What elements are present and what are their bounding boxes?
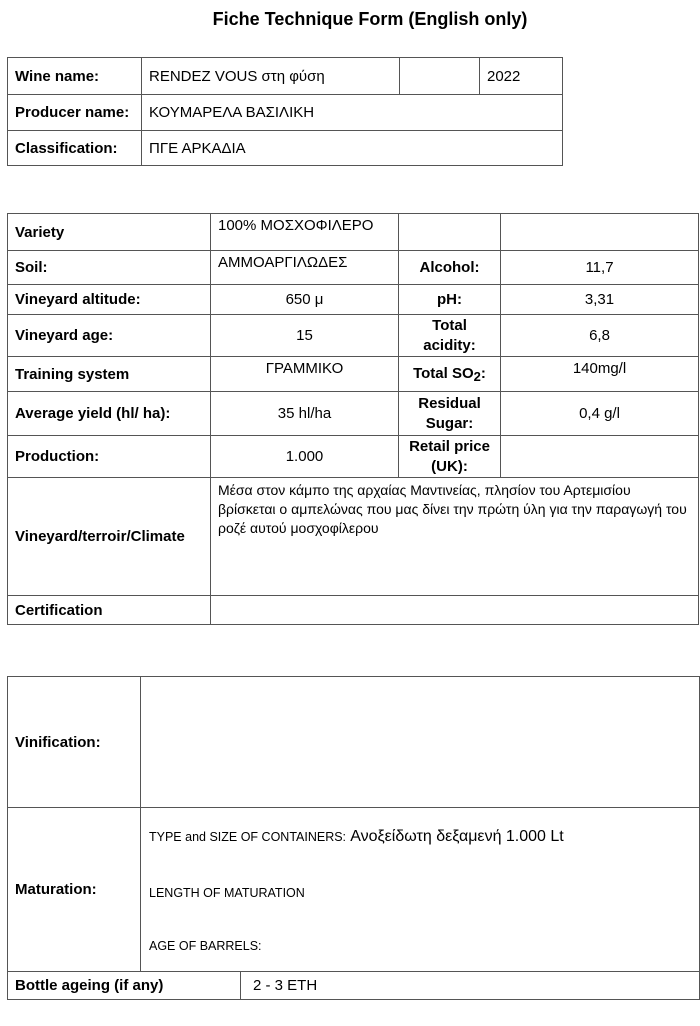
empty-cell: [400, 58, 480, 95]
training-label: Training system: [8, 357, 211, 392]
altitude-value: 650 μ: [211, 285, 399, 315]
alcohol-value: 11,7: [501, 251, 699, 285]
price-label-line-2: (UK):: [431, 457, 468, 475]
vinification-label: Vinification:: [8, 677, 141, 808]
alcohol-label: Alcohol:: [399, 251, 501, 285]
altitude-label: Vineyard altitude:: [8, 285, 211, 315]
training-value: ΓΡΑΜΜΙΚΟ: [211, 357, 399, 392]
so2-label-colon: :: [480, 364, 486, 382]
yield-value: 35 hl/ha: [211, 392, 399, 436]
certification-label: Certification: [8, 596, 211, 625]
so2-label: [399, 357, 501, 392]
price-label: [399, 436, 501, 478]
so2-value: 140mg/l: [501, 357, 699, 392]
certification-value: [211, 596, 699, 625]
production-value: 1.000: [211, 436, 399, 478]
maturation-details: [141, 808, 700, 972]
price-value: [501, 436, 699, 478]
acidity-value: 6,8: [501, 315, 699, 357]
containers-value: Ανοξείδωτη δεξαμενή 1.000 Lt: [350, 828, 564, 845]
acidity-label-line-2: acidity:: [423, 336, 476, 354]
classification-label: Classification:: [8, 131, 142, 166]
wine-header-table: [7, 57, 563, 166]
empty-cell: [501, 214, 699, 251]
producer-value: ΚΟΥΜΑΡΕΛΑ ΒΑΣΙΛΙΚΗ: [142, 95, 563, 131]
variety-value: 100% ΜΟΣΧΟΦΙΛΕΡΟ: [211, 214, 399, 251]
wine-name-label: Wine name:: [8, 58, 142, 95]
containers-line: [149, 828, 564, 846]
bottle-ageing-value: 2 - 3 ΕΤΗ: [241, 972, 700, 1000]
ph-label: pH:: [399, 285, 501, 315]
soil-label: Soil:: [8, 251, 211, 285]
price-label-line-1: Retail price: [409, 437, 490, 455]
terroir-label: Vineyard/terroir/Climate: [8, 478, 211, 596]
acidity-label-line-1: Total: [432, 316, 467, 334]
terroir-value: Μέσα στον κάμπο της αρχαίας Μαντινείας, πλησίον του Αρτεμισίου βρίσκεται ο αμπελώνας που μας δίνει την πρώτη ύλη για την παραγωγή του ροζέ αυτού μοσχοφίλερου: [211, 478, 699, 596]
bottle-ageing-label: Bottle ageing (if any): [8, 972, 241, 1000]
length-of-maturation-label: LENGTH OF MATURATION: [149, 886, 305, 900]
empty-cell: [399, 214, 501, 251]
age-label: Vineyard age:: [8, 315, 211, 357]
so2-label-subscript: 2: [473, 368, 481, 384]
process-table: [7, 676, 700, 1000]
ph-value: 3,31: [501, 285, 699, 315]
containers-label: TYPE and SIZE OF CONTAINERS:: [149, 830, 347, 844]
classification-value: ΠΓΕ ΑΡΚΑΔΙΑ: [142, 131, 563, 166]
age-of-barrels-label: AGE OF BARRELS:: [149, 939, 262, 953]
vintage-value: 2022: [480, 58, 563, 95]
vinification-value: [141, 677, 700, 808]
producer-label: Producer name:: [8, 95, 142, 131]
maturation-label: Maturation:: [8, 808, 141, 972]
wine-name-value: RENDEZ VOUS στη φύση: [142, 58, 400, 95]
sugar-label-line-2: Sugar:: [425, 414, 474, 432]
page-title: Fiche Technique Form (English only): [212, 9, 528, 29]
age-value: 15: [211, 315, 399, 357]
wine-details-table: [7, 213, 699, 625]
sugar-value: 0,4 g/l: [501, 392, 699, 436]
soil-value: ΑΜΜΟΑΡΓΙΛΩΔΕΣ: [211, 251, 399, 285]
sugar-label-line-1: Residual: [418, 394, 481, 412]
so2-label-text: Total SO: [413, 364, 474, 382]
variety-label: Variety: [8, 214, 211, 251]
yield-label: Average yield (hl/ ha):: [8, 392, 211, 436]
acidity-label: [399, 315, 501, 357]
sugar-label: [399, 392, 501, 436]
production-label: Production:: [8, 436, 211, 478]
